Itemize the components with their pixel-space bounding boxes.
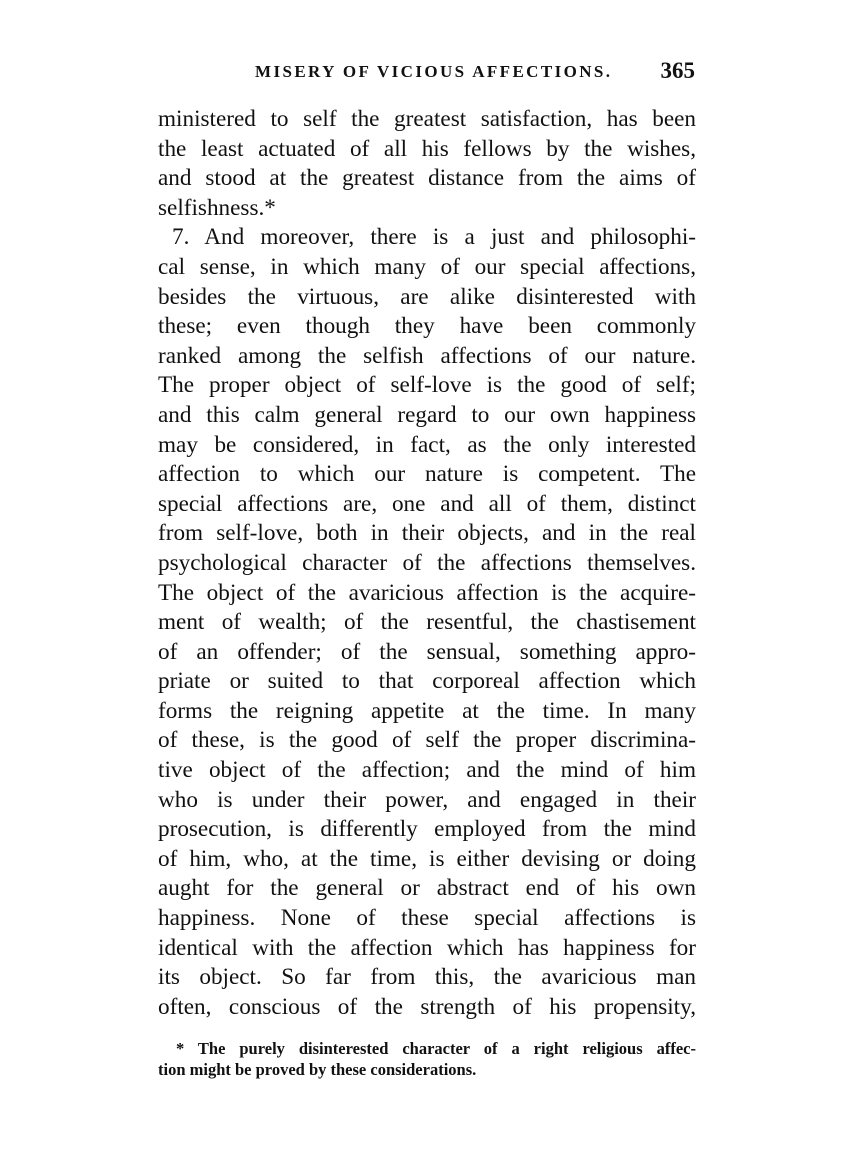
footnote-line: * The purely disinterested character of a right religious affec- bbox=[176, 1039, 696, 1058]
text-line: special affections are, one and all of them, distinct bbox=[158, 490, 696, 517]
footnote bbox=[158, 1038, 696, 1080]
text-line: affection to which our nature is competent. The bbox=[158, 461, 696, 488]
text-line: selfishness.* bbox=[158, 194, 276, 221]
footnote-line: tion might be proved by these considerations. bbox=[158, 1060, 477, 1079]
body-text bbox=[158, 105, 696, 1022]
text-line: of an offender; of the sensual, something appro- bbox=[158, 638, 696, 665]
text-line: The proper object of self-love is the good of self; bbox=[158, 372, 696, 399]
text-line: from self-love, both in their objects, and in the real bbox=[158, 520, 696, 547]
text-line: forms the reigning appetite at the time. In many bbox=[158, 697, 696, 724]
text-line: identical with the affection which has happiness for bbox=[158, 934, 696, 961]
text-line: these; even though they have been commonly bbox=[158, 313, 696, 340]
text-line: The object of the avaricious affection is the acquire- bbox=[158, 579, 696, 606]
text-line: the least actuated of all his fellows by the wishes, bbox=[158, 135, 696, 162]
text-line: happiness. None of these special affections is bbox=[158, 905, 696, 932]
text-line: psychological character of the affections themselves. bbox=[158, 549, 696, 576]
text-line: prosecution, is differently employed from the mind bbox=[158, 816, 696, 843]
text-line: besides the virtuous, are alike disinterested with bbox=[158, 283, 696, 310]
text-line: and stood at the greatest distance from the aims of bbox=[158, 165, 696, 192]
text-line: often, conscious of the strength of his propensity, bbox=[158, 993, 696, 1020]
text-line: who is under their power, and engaged in their bbox=[158, 786, 696, 813]
text-line: its object. So far from this, the avaricious man bbox=[158, 964, 696, 991]
text-line: tive object of the affection; and the mind of him bbox=[158, 757, 696, 784]
page-header bbox=[255, 58, 695, 92]
text-line: and this calm general regard to our own happiness bbox=[158, 401, 696, 428]
text-line: aught for the general or abstract end of his own bbox=[158, 875, 696, 902]
text-line: ministered to self the greatest satisfaction, has been bbox=[158, 106, 696, 132]
text-line: of him, who, at the time, is either devising or doing bbox=[158, 845, 696, 872]
text-line: ranked among the selfish affections of our nature. bbox=[158, 342, 696, 369]
running-title: MISERY OF VICIOUS AFFECTIONS. bbox=[255, 62, 613, 81]
text-line: of these, is the good of self the proper discrimina- bbox=[158, 727, 696, 754]
text-line: ment of wealth; of the resentful, the chastisement bbox=[158, 609, 696, 636]
text-line: priate or suited to that corporeal affection which bbox=[158, 668, 696, 695]
text-line: cal sense, in which many of our special affections, bbox=[158, 253, 696, 280]
page-number: 365 bbox=[660, 58, 695, 83]
text-line: 7. And moreover, there is a just and philosophi- bbox=[172, 224, 696, 251]
text-line: may be considered, in fact, as the only interested bbox=[158, 431, 696, 458]
